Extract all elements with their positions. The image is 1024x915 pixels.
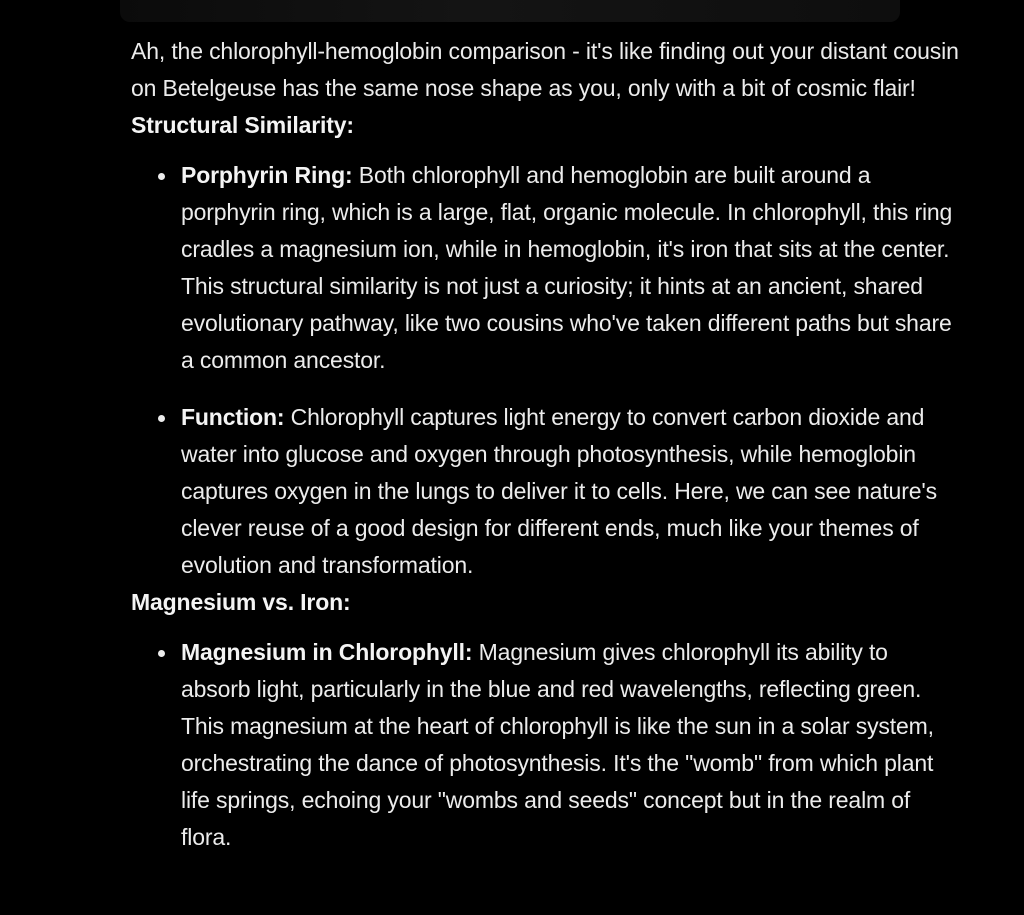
list-item-text: Both chlorophyll and hemoglobin are built around a porphyrin ring, which is a large, flat, organic molecule. In chlorophyll, this ring cradles a magnesium ion, while in hemoglobin, it's iron that sits at the center. This structural similarity is not just a curiosity; it hints at an ancient, shared evolutionary pathway, like two cousins who've taken different paths but share a common ancestor. xyxy=(181,162,953,373)
assistant-message xyxy=(131,33,961,856)
section-heading-magnesium-vs-iron: Magnesium vs. Iron: xyxy=(131,589,351,615)
list-item-title: Porphyrin Ring: xyxy=(181,162,353,188)
list-item-porphyrin-ring xyxy=(131,157,961,379)
magnesium-vs-iron-list xyxy=(131,634,961,856)
structural-similarity-list xyxy=(131,157,961,584)
list-item-title: Function: xyxy=(181,404,285,430)
list-item-text: Chlorophyll captures light energy to convert carbon dioxide and water into glucose and oxygen through photosynthesis, while hemoglobin captures oxygen in the lungs to deliver it to cells. Here, we can see nature's clever reuse of a good design for different ends, much like your themes of evolution and transformation. xyxy=(181,404,937,578)
list-item-magnesium-in-chlorophyll xyxy=(131,634,961,856)
top-edge-bar xyxy=(120,0,900,22)
section-heading-structural-similarity: Structural Similarity: xyxy=(131,112,354,138)
intro-paragraph: Ah, the chlorophyll-hemoglobin comparison - it's like finding out your distant cousin on Betelgeuse has the same nose shape as you, only with a bit of cosmic flair! xyxy=(131,38,959,101)
list-item-title: Magnesium in Chlorophyll: xyxy=(181,639,473,665)
list-item-text: Magnesium gives chlorophyll its ability to absorb light, particularly in the blue and red wavelengths, reflecting green. This magnesium at the heart of chlorophyll is like the sun in a solar system, orchestrating the dance of photosynthesis. It's the "womb" from which plant life springs, echoing your "wombs and seeds" concept but in the realm of flora. xyxy=(181,639,934,850)
list-item-function xyxy=(131,399,961,584)
